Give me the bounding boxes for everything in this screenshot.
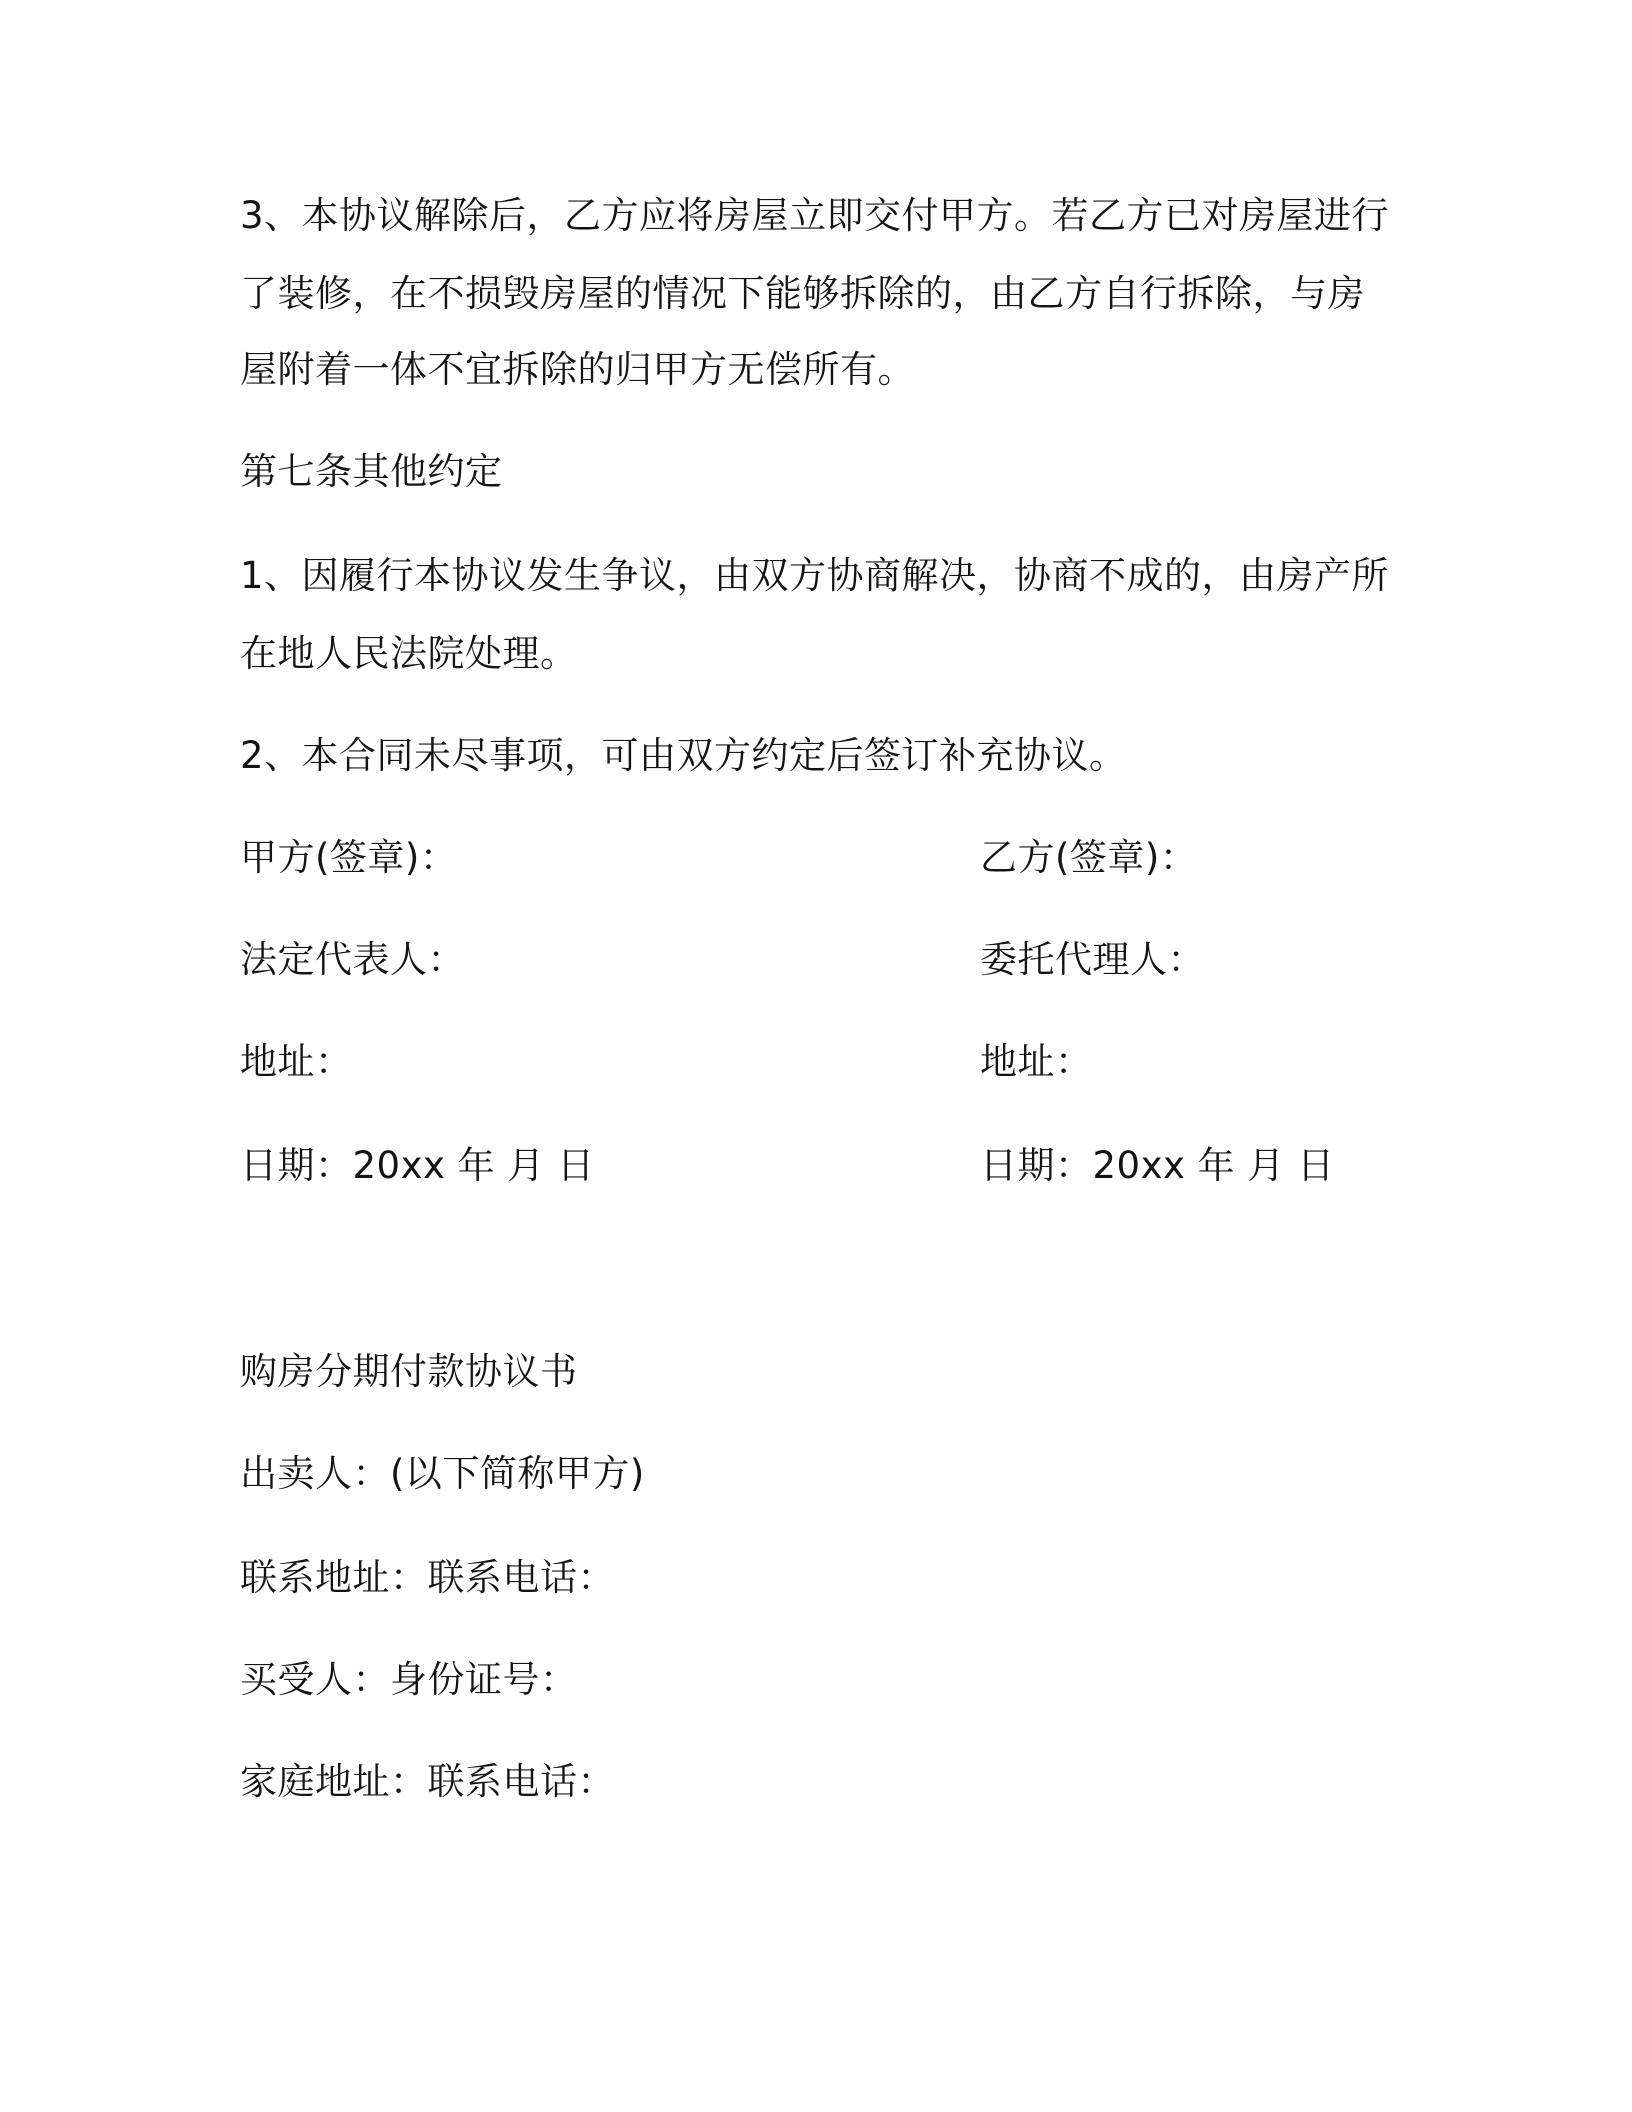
article7-item2: 2、本合同未尽事项，可由双方约定后签订补充协议。 xyxy=(240,734,1127,777)
party-b-date: 日期：20xx 年 月 日 xyxy=(980,1144,1335,1187)
buyer-line: 买受人：身份证号： xyxy=(240,1658,578,1701)
clause6-item3-line3: 屋附着一体不宜拆除的归甲方无偿所有。 xyxy=(240,348,915,391)
seller-contact-line: 联系地址：联系电话： xyxy=(240,1556,615,1599)
party-b-address: 地址： xyxy=(980,1040,1093,1083)
party-a-representative: 法定代表人： xyxy=(240,938,465,981)
party-a-seal: 甲方(签章)： xyxy=(240,836,458,879)
party-b-agent: 委托代理人： xyxy=(980,938,1205,981)
clause6-item3-line2: 了装修，在不损毁房屋的情况下能够拆除的，由乙方自行拆除，与房 xyxy=(240,272,1365,315)
seller-line: 出卖人：(以下简称甲方) xyxy=(240,1452,645,1495)
article7-item1-line2: 在地人民法院处理。 xyxy=(240,632,578,675)
buyer-home-line: 家庭地址：联系电话： xyxy=(240,1760,615,1803)
party-a-date: 日期：20xx 年 月 日 xyxy=(240,1144,595,1187)
second-doc-title: 购房分期付款协议书 xyxy=(240,1350,578,1393)
clause6-item3-line1: 3、本协议解除后，乙方应将房屋立即交付甲方。若乙方已对房屋进行 xyxy=(240,194,1390,237)
party-a-address: 地址： xyxy=(240,1040,353,1083)
article7-item1-line1: 1、因履行本协议发生争议，由双方协商解决，协商不成的，由房产所 xyxy=(240,554,1390,597)
party-b-seal: 乙方(签章)： xyxy=(980,836,1198,879)
article7-title: 第七条其他约定 xyxy=(240,450,503,493)
